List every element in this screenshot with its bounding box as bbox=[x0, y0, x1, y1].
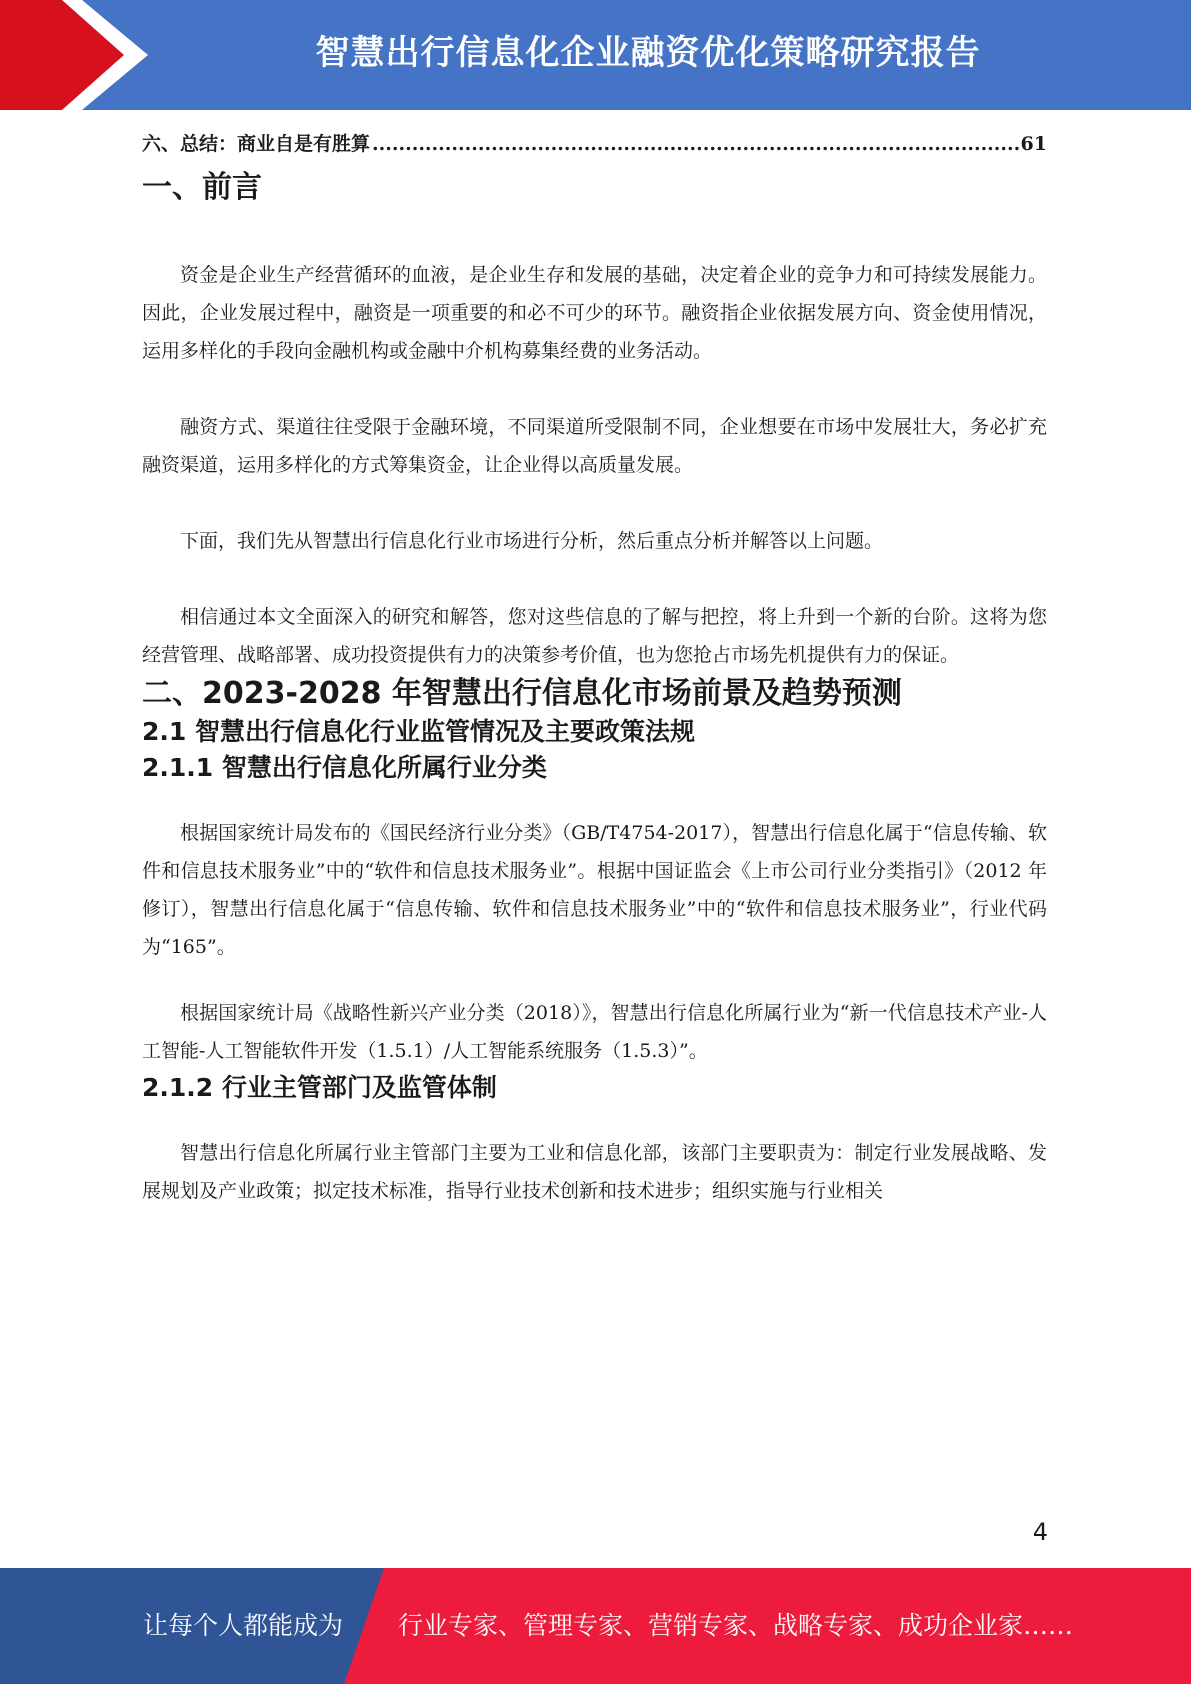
paragraph: 融资方式、渠道往往受限于金融环境，不同渠道所受限制不同，企业想要在市场中发展壮大，务必扩充融资渠道，运用多样化的方式筹集资金，让企业得以高质量发展。 bbox=[142, 416, 1047, 476]
section-heading-preface: 一、前言 bbox=[142, 170, 262, 205]
toc-entry-label: 六、总结：商业自是有胜算 bbox=[142, 133, 371, 155]
footer-roles: 行业专家、管理专家、营销专家、战略专家、成功企业家…… bbox=[398, 1611, 1074, 1640]
page-number: 4 bbox=[1032, 1518, 1048, 1546]
header-banner bbox=[0, 0, 1191, 110]
section-heading-market-outlook: 二、2023-2028 年智慧出行信息化市场前景及趋势预测 bbox=[142, 676, 902, 711]
footer-banner bbox=[0, 1568, 1191, 1684]
paragraph: 相信通过本文全面深入的研究和解答，您对这些信息的了解与把控，将上升到一个新的台阶。这将为您经营管理、战略部署、成功投资提供有力的决策参考价值，也为您抢占市场先机提供有力的保证。 bbox=[142, 606, 1047, 666]
paragraph: 资金是企业生产经营循环的血液，是企业生存和发展的基础，决定着企业的竞争力和可持续发展能力。因此，企业发展过程中，融资是一项重要的和必不可少的环节。融资指企业依据发展方向、资金使用情况，运用多样化的手段向金融机构或金融中介机构募集经费的业务活动。 bbox=[142, 264, 1047, 362]
footer-slogan: 让每个人都能成为 bbox=[143, 1611, 344, 1640]
document-body bbox=[142, 120, 1047, 1210]
toc-entry-page: 61 bbox=[1020, 133, 1047, 155]
subsection-heading-regulation: 2.1 智慧出行信息化行业监管情况及主要政策法规 bbox=[142, 717, 695, 746]
paragraph: 智慧出行信息化所属行业主管部门主要为工业和信息化部，该部门主要职责为：制定行业发展战略、发展规划及产业政策；拟定技术标准，指导行业技术创新和技术进步；组织实施与行业相关 bbox=[142, 1142, 1047, 1202]
subsubsection-heading-department: 2.1.2 行业主管部门及监管体制 bbox=[142, 1073, 497, 1102]
report-title: 智慧出行信息化企业融资优化策略研究报告 bbox=[315, 33, 981, 73]
chevron-arrow-icon bbox=[0, 0, 160, 110]
paragraph: 下面，我们先从智慧出行信息化行业市场进行分析，然后重点分析并解答以上问题。 bbox=[180, 530, 884, 552]
subsubsection-heading-classification: 2.1.1 智慧出行信息化所属行业分类 bbox=[142, 753, 547, 782]
paragraph: 根据国家统计局《战略性新兴产业分类（2018）》，智慧出行信息化所属行业为“新一代信息技术产业-人工智能-人工智能软件开发（1.5.1）/人工智能系统服务（1.5.3）”。 bbox=[142, 1002, 1047, 1062]
paragraph: 根据国家统计局发布的《国民经济行业分类》（GB/T4754-2017），智慧出行信息化属于“信息传输、软件和信息技术服务业”中的“软件和信息技术服务业”。根据中国证监会《上市公司行业分类指引》（2012 年修订），智慧出行信息化属于“信息传输、软件和信息技术服务业”中的“软件和信息技术服务业”，行业代码为“165”。 bbox=[142, 822, 1047, 958]
toc-entry[interactable] bbox=[142, 120, 1047, 168]
toc-leader-dots bbox=[372, 120, 1019, 168]
